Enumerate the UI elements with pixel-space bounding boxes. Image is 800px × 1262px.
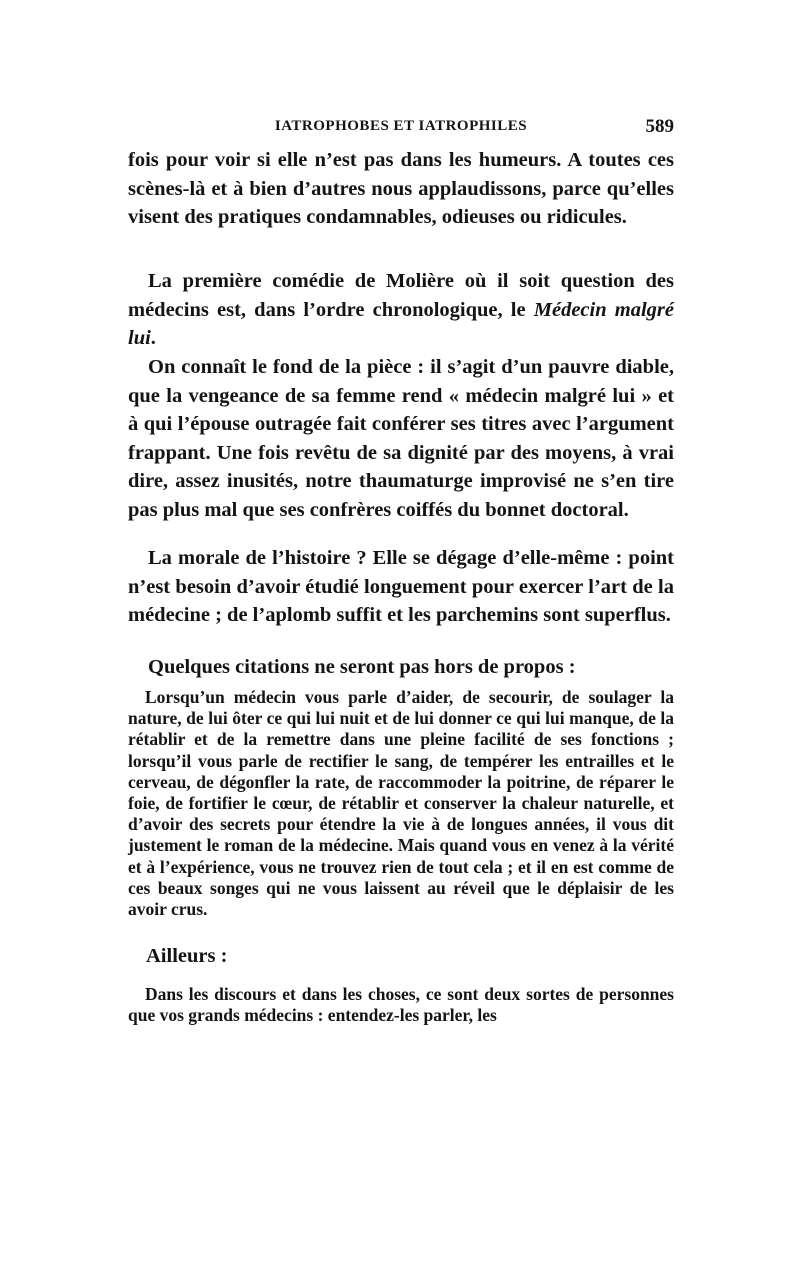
quotation-1: Lorsqu’un médecin vous parle d’aider, de secourir, de soulager la nature, de lui ôter ce qui lui nuit et de lui donner ce qui lui manque, de la rétablir et de la remettre dans une pleine facilité de ses fonctions ; lorsqu’il vous parle de rectifier le sang, de tempérer les entrailles et le cerveau, de dégonfler la rate, de raccommoder la poitrine, de réparer le foie, de fortifier le cœur, de rétablir et conserver la chaleur naturelle, et d’avoir des secrets pour étendre la vie à de longues années, il vous dit justement le roman de la médecine. Mais quand vous en venez à la vérité et à l’expérience, vous ne trouvez rien de tout cela ; et il en est comme de ces beaux songes qui ne vous laissent au réveil que le déplaisir de les avoir crus.: [128, 687, 674, 920]
paragraph-5: Quelques citations ne seront pas hors de propos :: [148, 656, 576, 678]
paragraph-2-text: La première comédie de Molière où il soit question des médecins est, dans l’ordre chronologique, le: [128, 270, 674, 321]
play-title: Médecin malgré lui: [128, 298, 674, 349]
running-head: IATROPHOBES ET IATROPHILES: [274, 118, 528, 134]
paragraph-2-end: .: [150, 327, 156, 349]
paragraph-4: La morale de l’histoire ? Elle se dégage d’elle-même : point n’est besoin d’avoir étudié longuement pour exercer l’art de la médecine ; de l’aplomb suffit et les parchemins sont superflus.: [128, 547, 674, 626]
paragraph-1: fois pour voir si elle n’est pas dans les humeurs. A toutes ces scènes-là et à bien d’autres nous applaudissons, parce qu’elles visent des pratiques condamnables, odieuses ou ridicules.: [128, 149, 674, 228]
paragraph-3: On connaît le fond de la pièce : il s’agit d’un pauvre diable, que la vengeance de sa femme rend « médecin malgré lui » et à qui l’épouse outragée fait conférer ses titres avec l’argument frappant. Une fois revêtu de sa dignité par des moyens, à vrai dire, assez inusités, notre thaumaturge improvisé ne s’en tire pas plus mal que ses confrères coiffés du bonnet doctoral.: [128, 356, 674, 521]
paragraph-2: [128, 267, 674, 353]
ailleurs-line: Ailleurs :: [146, 945, 228, 967]
quotation-2: Dans les discours et dans les choses, ce sont deux sortes de personnes que vos grands médecins : entendez-les parler, les: [128, 984, 674, 1026]
page-number: 589: [645, 116, 674, 137]
page-header: [128, 116, 674, 140]
